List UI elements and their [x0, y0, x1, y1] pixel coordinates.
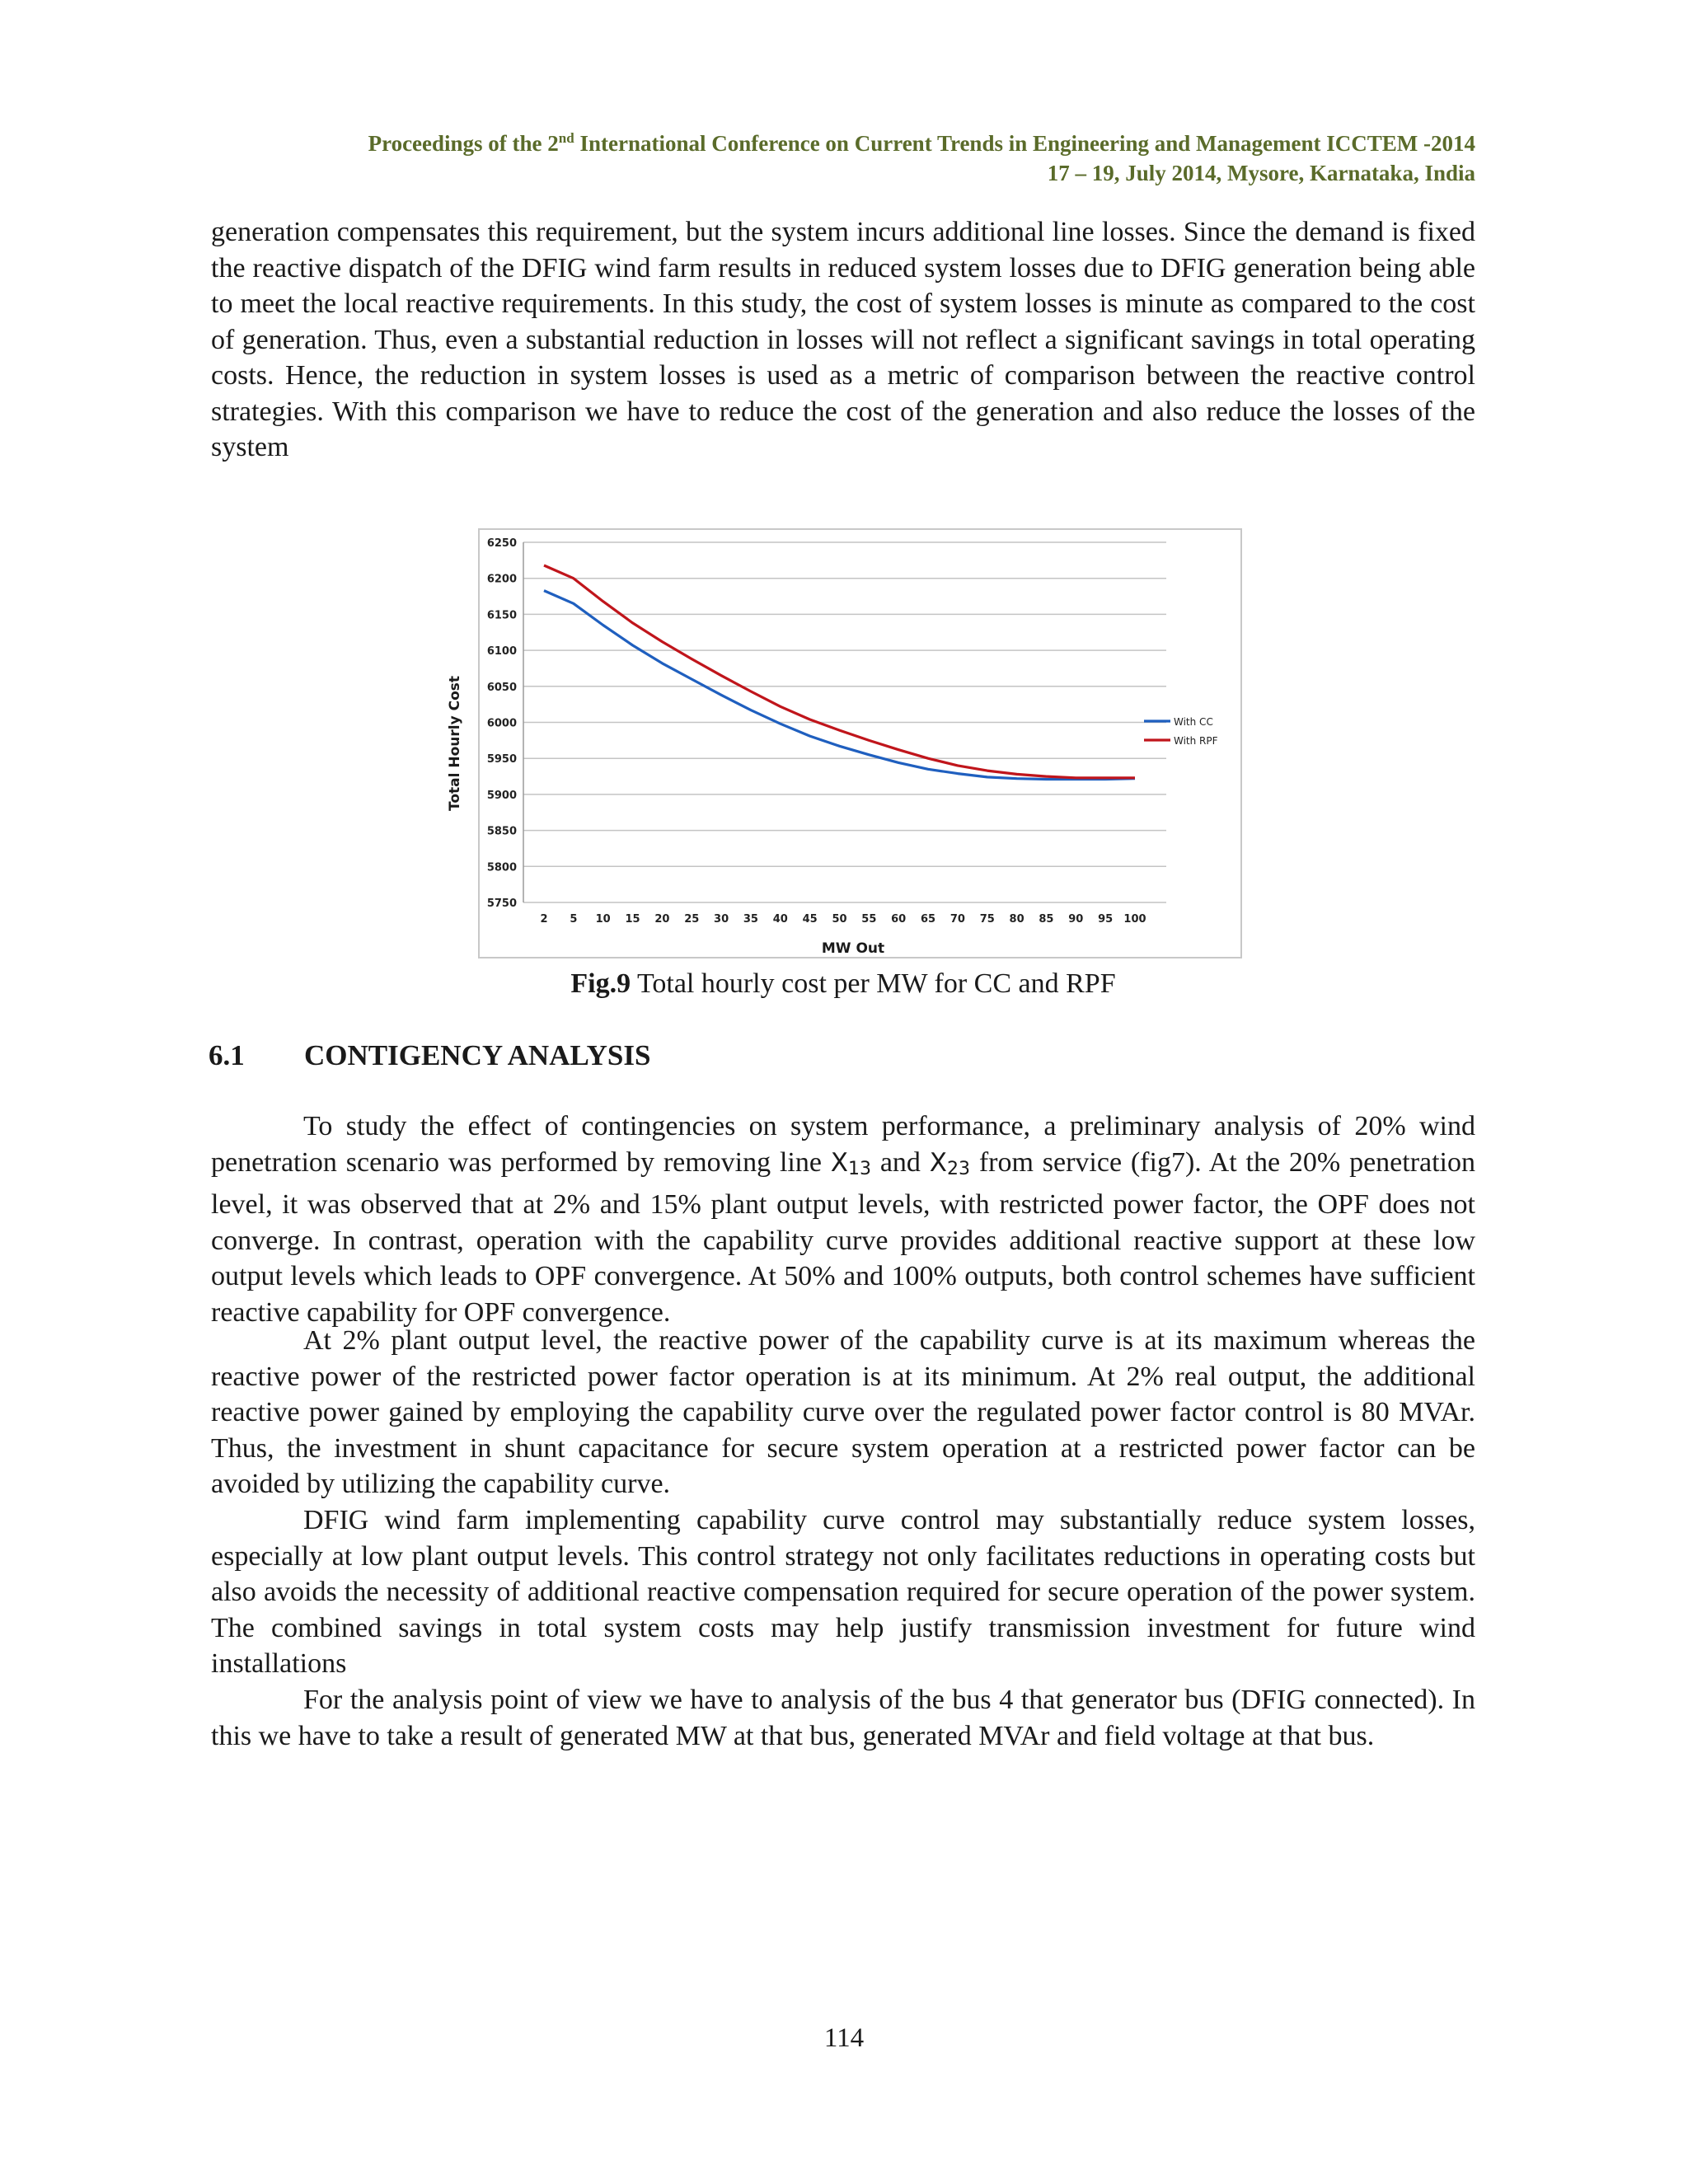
y-tick-label: 5800	[486, 861, 517, 874]
figure-label: Fig.9	[570, 968, 631, 999]
figure-caption-text: Total hourly cost per MW for CC and RPF	[631, 968, 1116, 999]
symbol-x13: X13	[830, 1147, 872, 1179]
figure-9-chart	[424, 519, 1249, 964]
x-tick-label: 2	[540, 913, 548, 926]
x-tick-label: 10	[595, 913, 611, 926]
x-tick-label: 75	[979, 913, 995, 926]
paragraph-contingency-4: For the analysis point of view we have to analysis of the bus 4 that generator bus (DFIG connected). In this we have to take a result of generated MW at that bus, generated MVAr and field voltage at that bus.	[211, 1685, 1475, 1751]
x-tick-label: 70	[950, 913, 965, 926]
x-tick-label: 80	[1009, 913, 1025, 926]
x-tick-label: 95	[1098, 913, 1114, 926]
x-tick-label: 20	[654, 913, 670, 926]
y-tick-label: 6050	[486, 681, 517, 694]
paragraph-contingency-3: DFIG wind farm implementing capability curve control may substantially reduce system losses, especially at low plant output levels. This control strategy not only facilitates reductions in operating costs but also avoids the necessity of additional reactive compensation required for secure operation of the power system. The combined savings in total system costs may help justify transmission investment for future wind installations	[211, 1505, 1475, 1679]
x-tick-label: 15	[625, 913, 640, 926]
symbol-x23: X23	[929, 1147, 971, 1179]
x-tick-label: 50	[832, 913, 847, 926]
y-tick-label: 6000	[486, 717, 517, 730]
paragraph-contingency-2: At 2% plant output level, the reactive power of the capability curve is at its maximum whereas the reactive power of the restricted power factor operation is at its minimum. At 2% real output, the additional reactive power gained by employing the capability curve over the regulated power factor control is 80 MVAr. Thus, the investment in shunt capacitance for secure system operation at a restricted power factor can be avoided by utilizing the capability curve.	[211, 1325, 1475, 1499]
x-tick-label: 35	[743, 913, 758, 926]
y-tick-label: 6100	[486, 645, 517, 658]
y-tick-label: 5900	[486, 789, 517, 802]
y-tick-label: 6250	[486, 537, 517, 550]
x-tick-label: 40	[772, 913, 788, 926]
y-tick-label: 5950	[486, 753, 517, 766]
x-tick-label: 60	[891, 913, 907, 926]
header-line-1: Proceedings of the 2nd International Conference on Current Trends in Engineering and Management ICCTEM -2014	[368, 130, 1475, 156]
legend-label-with-cc: With CC	[1174, 716, 1213, 728]
x-tick-label: 45	[802, 913, 818, 926]
section-heading	[209, 1038, 650, 1074]
line-chart	[424, 519, 1249, 964]
y-tick-label: 6200	[486, 573, 517, 586]
x-tick-label: 55	[861, 913, 877, 926]
x-tick-label: 100	[1123, 913, 1146, 926]
y-tick-label: 5850	[486, 825, 517, 838]
x-axis-label: MW Out	[821, 940, 885, 957]
header-line-2: 17 – 19, July 2014, Mysore, Karnataka, India	[1047, 161, 1475, 185]
conference-header	[210, 124, 1475, 188]
y-tick-label: 6150	[486, 609, 517, 622]
section-title: CONTIGENCY ANALYSIS	[304, 1039, 651, 1071]
page-number: 114	[823, 2023, 865, 2053]
x-tick-label: 5	[570, 913, 578, 926]
x-tick-label: 85	[1039, 913, 1054, 926]
intro-paragraph: generation compensates this requirement, but the system incurs additional line losses. Since the demand is fixed the reactive dispatch of the DFIG wind farm results in reduced system losses due to DFIG generation being able to meet the local reactive requirements. In this study, the cost of system losses is minute as compared to the cost of generation. Thus, even a substantial reduction in losses will not reflect a significant savings in total operating costs. Hence, the reduction in system losses is used as a metric of comparison between the reactive control strategies. With this comparison we have to reduce the cost of the generation and also reduce the losses of the system	[211, 217, 1475, 462]
figure-caption	[211, 966, 1475, 1002]
x-tick-label: 30	[714, 913, 729, 926]
legend-label-with-rpf: With RPF	[1174, 735, 1218, 747]
y-tick-label: 5750	[486, 898, 517, 910]
x-tick-label: 25	[684, 913, 700, 926]
paragraph-contingency-1: To study the effect of contingencies on system performance, a preliminary analysis of 20% wind penetration scenario was performed by removing line X13 and X23 from service (fig7). At the 20% penetration level, it was observed that at 2% and 15% plant output levels, with restricted power factor, the OPF does not converge. In contrast, operation with the capability curve provides additional reactive support at these low output levels which leads to OPF convergence. At 50% and 100% outputs, both control schemes have sufficient reactive capability for OPF convergence.	[211, 1111, 1475, 1328]
x-tick-label: 65	[921, 913, 936, 926]
section-number: 6.1	[209, 1039, 245, 1071]
x-tick-label: 90	[1068, 913, 1084, 926]
y-axis-label: Total Hourly Cost	[447, 676, 463, 811]
